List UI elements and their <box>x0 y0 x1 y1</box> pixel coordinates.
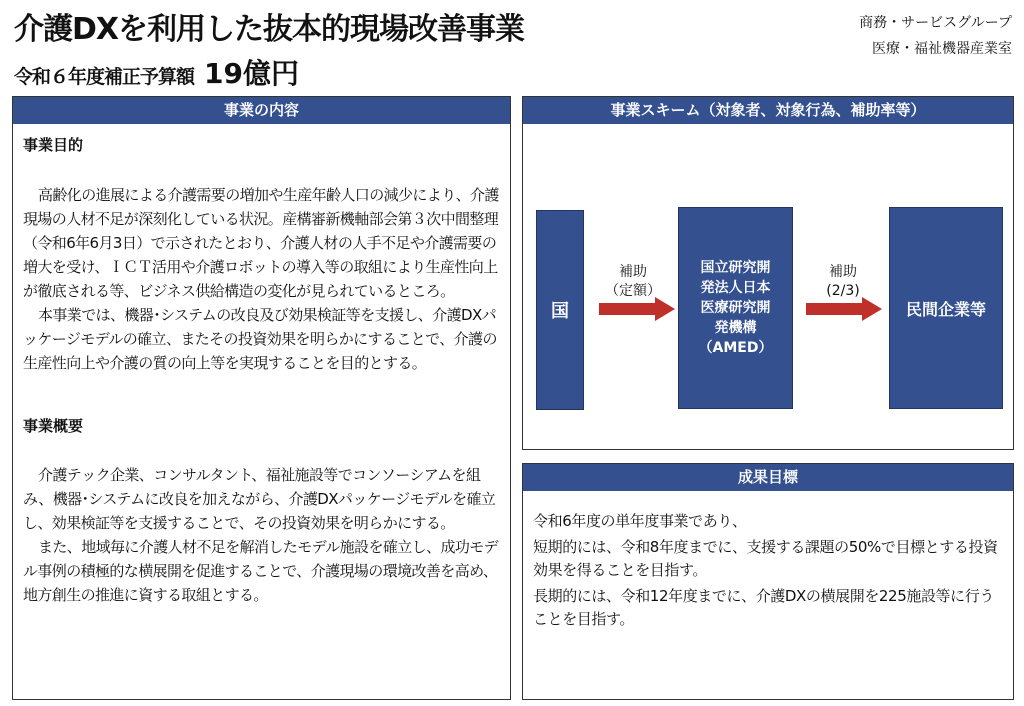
page-title: 介護DXを利用した抜本的現場改善事業 <box>14 12 525 47</box>
purpose-paragraph-2: 本事業では、機器･システムの改良及び効果検証等を支援し、介護DXパッケージモデルの確立、またその投資効果を明らかにすることで、介護の生産性向上や介護の質の向上等を実現することを目的とする。 <box>23 306 497 372</box>
overview-paragraph-2: また、地域毎に介護人材不足を解消したモデル施設を確立し、成功モデル事例の積極的な横展開を促進することで、介護現場の環境改善を高め、地方創生の推進に資する取組とする。 <box>23 538 499 604</box>
arrow1-label <box>595 263 671 301</box>
department-line-1: 商務・サービスグループ <box>859 15 1012 31</box>
purpose-text <box>23 183 501 375</box>
department-line-2: 医療・福祉機器産業室 <box>872 41 1012 57</box>
overview-paragraph-1: 介護テック企業、コンサルタント、福祉施設等でコンソーシアムを組み、機器･システムに改良を加えながら、介護DXパッケージモデルを確立し、効果検証等を支援することで、その投資効果を明らかにする。 <box>23 466 496 532</box>
arrow1-label-line2: （定額） <box>605 283 661 299</box>
scheme-panel-heading: 事業スキーム（対象者、対象行為、補助率等） <box>523 97 1013 124</box>
amed-line-5: （AMED） <box>698 340 773 356</box>
goal-paragraph-2: 短期的には、令和8年度までに、支援する課題の50%で目標とする投資効果を得ることを目指す。 <box>533 538 998 579</box>
node-country: 国 <box>536 210 584 410</box>
amed-line-1: 国立研究開 <box>700 260 771 276</box>
overview-title: 事業概要 <box>23 417 84 435</box>
arrow2-label <box>805 263 881 301</box>
goal-paragraph-1: 令和6年度の単年度事業であり、 <box>533 512 747 530</box>
budget-label: 令和６年度補正予算額 <box>14 66 195 88</box>
amed-line-2: 発法人日本 <box>700 280 771 296</box>
content-panel <box>12 96 511 700</box>
overview-text <box>23 463 501 607</box>
purpose-title: 事業目的 <box>23 136 84 154</box>
amed-line-4: 発機構 <box>714 320 757 336</box>
arrow-right-icon <box>599 298 675 320</box>
node-amed <box>678 207 793 409</box>
arrow2-label-line1: 補助 <box>829 264 857 280</box>
amed-line-3: 医療研究開 <box>700 300 771 316</box>
scheme-panel <box>522 96 1014 450</box>
purpose-paragraph-1: 高齢化の進展による介護需要の増加や生産年齢人口の減少により、介護現場の人材不足が深刻化している状況。産構審新機軸部会第３次中間整理（令和6年6月3日）で示されたとおり、介護人材の人手不足や介護需要の増大を受け、ＩＣＴ活用や介護ロボットの導入等の取組により生産性向上が徹底される等、ビジネス供給構造の変化が見られているところ。 <box>23 186 499 300</box>
budget-amount: 19億円 <box>204 57 299 90</box>
arrow2-label-line2: (2/3) <box>826 283 860 299</box>
node-private-companies: 民間企業等 <box>889 207 1003 409</box>
content-panel-heading: 事業の内容 <box>13 97 510 124</box>
goal-text <box>533 510 1008 634</box>
arrow-right-icon <box>806 298 882 320</box>
budget-line <box>14 52 299 92</box>
goal-paragraph-3: 長期的には、令和12年度までに、介護DXの横展開を225施設等に行うことを目指す。 <box>533 587 994 628</box>
department <box>859 10 1012 62</box>
goal-panel <box>522 463 1014 700</box>
arrow1-label-line1: 補助 <box>619 264 647 280</box>
goal-panel-heading: 成果目標 <box>523 464 1013 491</box>
